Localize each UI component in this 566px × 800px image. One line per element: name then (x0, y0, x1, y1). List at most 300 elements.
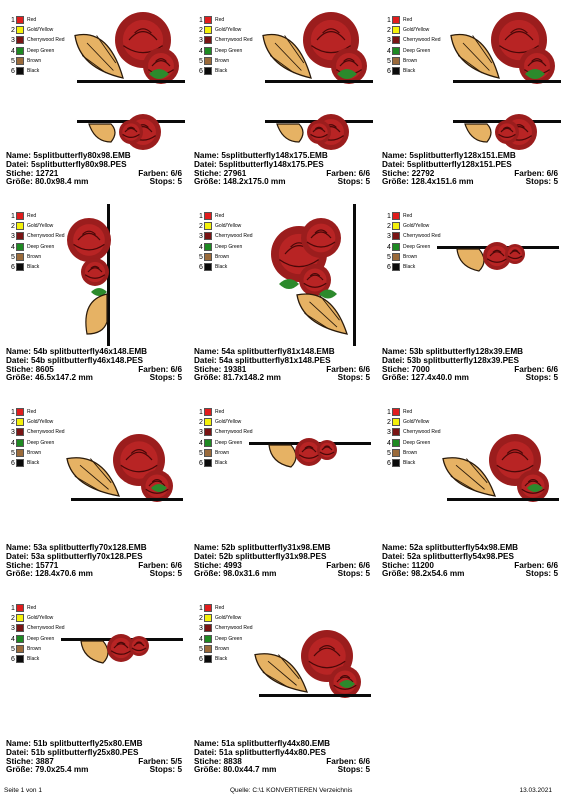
butterfly-wing (255, 654, 307, 692)
color-swatch (16, 459, 24, 467)
legend-color-name: Red (215, 17, 225, 23)
design-card (5, 204, 187, 394)
name-label: Name: (194, 739, 220, 748)
split-bar (77, 80, 185, 83)
design-name: 51b splitbutterfly25x80.EMB (33, 739, 143, 748)
datei-label: Datei: (6, 355, 29, 365)
legend-number: 3 (11, 233, 15, 241)
legend-color-name: Cherrywood Red (403, 429, 441, 436)
design-name: 54a splitbutterfly81x148.EMB (221, 347, 335, 356)
design-card (381, 400, 563, 590)
color-swatch (204, 604, 212, 612)
rose (495, 120, 519, 144)
color-swatch (392, 212, 400, 220)
color-swatch (392, 459, 400, 467)
color-swatch (204, 449, 212, 457)
rose (301, 218, 341, 258)
design-info (194, 152, 370, 187)
legend-color-name: Brown (215, 253, 230, 260)
design-name: 54b splitbutterfly46x148.EMB (33, 347, 148, 356)
groesse-label: Größe: (194, 765, 221, 775)
legend-color-name: Deep Green (215, 243, 243, 250)
stiche-label: Stiche: (382, 560, 410, 570)
file-name: 51b splitbutterfly25x80.PES (31, 747, 139, 757)
color-count: 6/6 (170, 364, 182, 374)
color-swatch (392, 222, 400, 230)
color-count: 6/6 (358, 364, 370, 374)
stop-count: 5 (365, 569, 370, 579)
legend-number: 6 (387, 459, 391, 467)
datei-label: Datei: (194, 747, 217, 757)
farben-label: Farben: (326, 560, 357, 570)
legend-number: 2 (199, 223, 203, 231)
butterfly-wing (81, 641, 108, 663)
legend-color-name: Cherrywood Red (215, 625, 253, 632)
legend-color-name: Red (27, 17, 37, 23)
legend-color-name: Gold/Yellow (27, 223, 54, 230)
legend-color-name: Red (27, 213, 37, 219)
color-count: 6/6 (358, 168, 370, 178)
design-size: 128.4x151.6 mm (411, 177, 474, 187)
color-swatch (204, 36, 212, 44)
legend-number: 6 (199, 263, 203, 271)
name-label: Name: (194, 151, 220, 160)
legend-color-name: Cherrywood Red (215, 233, 253, 240)
stitch-count: 7000 (411, 364, 430, 374)
split-bar (447, 498, 559, 501)
legend-number: 1 (199, 605, 203, 612)
legend-number: 5 (387, 449, 391, 457)
legend-number: 5 (387, 57, 391, 65)
legend-color-name: Deep Green (27, 635, 55, 642)
color-swatch (204, 232, 212, 240)
stitch-count: 22792 (411, 168, 435, 178)
color-swatch (16, 16, 24, 24)
butterfly-wing (443, 458, 495, 496)
color-swatch (16, 212, 24, 220)
design-card (381, 204, 563, 394)
stops-label: Stops: (337, 177, 364, 187)
farben-label: Farben: (326, 168, 357, 178)
design-info (6, 152, 182, 187)
legend-color-name: Deep Green (27, 47, 55, 54)
color-swatch (392, 408, 400, 416)
legend-color-name: Brown (27, 57, 42, 64)
color-swatch (204, 212, 212, 220)
design-info (6, 544, 182, 579)
legend-number: 3 (199, 429, 203, 437)
color-count: 6/6 (170, 560, 182, 570)
name-label: Name: (382, 543, 408, 552)
legend-number: 3 (199, 625, 203, 633)
legend-number: 1 (199, 409, 203, 416)
info-groesse (382, 374, 558, 383)
legend-number: 6 (199, 459, 203, 467)
stiche-label: Stiche: (382, 364, 410, 374)
stiche-label: Stiche: (6, 364, 34, 374)
rose (81, 258, 109, 286)
legend-number: 5 (11, 253, 15, 261)
stitch-count: 15771 (35, 560, 59, 570)
split-bar (453, 80, 561, 83)
legend-number: 2 (199, 615, 203, 623)
color-swatch (392, 57, 400, 65)
rose (119, 120, 143, 144)
color-swatch (392, 67, 400, 75)
legend-number: 6 (11, 263, 15, 271)
design-card (381, 8, 563, 198)
stop-count: 5 (177, 177, 182, 187)
name-label: Name: (6, 739, 32, 748)
legend-number: 4 (199, 47, 203, 55)
legend-color-name: Deep Green (27, 439, 55, 446)
farben-label: Farben: (514, 168, 545, 178)
color-count: 6/6 (358, 756, 370, 766)
legend-number: 1 (387, 409, 391, 416)
legend-number: 1 (11, 213, 15, 220)
groesse-label: Größe: (6, 177, 33, 187)
color-swatch (16, 439, 24, 447)
file-name: 53a splitbutterfly70x128.PES (31, 551, 143, 561)
color-swatch (16, 232, 24, 240)
embroidery-preview (249, 400, 373, 542)
design-size: 98.0x31.6 mm (223, 569, 277, 579)
legend-number: 2 (387, 27, 391, 35)
name-label: Name: (6, 543, 32, 552)
name-label: Name: (194, 347, 220, 356)
legend-color-name: Black (215, 67, 228, 74)
legend-number: 5 (199, 253, 203, 261)
split-bar (265, 80, 373, 83)
color-count: 6/6 (546, 168, 558, 178)
butterfly-wing (457, 249, 484, 271)
color-count: 6/6 (358, 560, 370, 570)
color-swatch (16, 67, 24, 75)
legend-color-name: Cherrywood Red (403, 233, 441, 240)
stops-label: Stops: (149, 177, 176, 187)
butterfly-wing (297, 294, 347, 334)
stops-label: Stops: (149, 765, 176, 775)
design-size: 80.0x98.4 mm (35, 177, 89, 187)
stop-count: 5 (553, 373, 558, 383)
legend-number: 4 (199, 243, 203, 251)
file-name: 54a splitbutterfly81x148.PES (219, 355, 331, 365)
info-groesse (6, 374, 182, 383)
stitch-count: 8838 (223, 756, 242, 766)
file-name: 52b splitbutterfly31x98.PES (219, 551, 327, 561)
design-name: 53a splitbutterfly70x128.EMB (33, 543, 147, 552)
color-swatch (16, 428, 24, 436)
color-swatch (204, 16, 212, 24)
legend-number: 4 (387, 439, 391, 447)
legend-number: 6 (11, 655, 15, 663)
legend-number: 6 (11, 459, 15, 467)
datei-label: Datei: (194, 355, 217, 365)
stops-label: Stops: (525, 569, 552, 579)
color-swatch (204, 439, 212, 447)
farben-label: Farben: (326, 756, 357, 766)
rose (129, 636, 149, 656)
datei-label: Datei: (382, 551, 405, 561)
color-swatch (16, 624, 24, 632)
legend-color-name: Red (215, 605, 225, 611)
legend-color-name: Deep Green (215, 47, 243, 54)
legend-color-name: Gold/Yellow (215, 27, 242, 34)
legend-color-name: Red (403, 409, 413, 415)
footer-page: Seite 1 von 1 (4, 787, 42, 794)
legend-color-name: Black (27, 263, 40, 270)
legend-color-name: Cherrywood Red (215, 37, 253, 44)
farben-label: Farben: (326, 364, 357, 374)
color-count: 6/6 (170, 168, 182, 178)
legend-color-name: Black (215, 263, 228, 270)
groesse-label: Größe: (382, 177, 409, 187)
rose (307, 120, 331, 144)
legend-color-name: Brown (403, 57, 418, 64)
info-groesse (194, 178, 370, 187)
legend-number: 1 (199, 17, 203, 24)
stitch-count: 3887 (35, 756, 54, 766)
legend-number: 1 (11, 605, 15, 612)
legend-color-name: Deep Green (215, 635, 243, 642)
legend-color-name: Red (27, 409, 37, 415)
legend-color-name: Deep Green (403, 243, 431, 250)
footer-source: Quelle: C:\1 KONVERTIEREN Verzeichnis (230, 787, 353, 794)
stops-label: Stops: (149, 569, 176, 579)
design-card (193, 204, 375, 394)
embroidery-preview (249, 596, 373, 738)
color-swatch (16, 263, 24, 271)
color-swatch (204, 645, 212, 653)
legend-color-name: Cherrywood Red (27, 429, 65, 436)
legend-color-name: Gold/Yellow (403, 419, 430, 426)
color-swatch (204, 428, 212, 436)
stitch-count: 19381 (223, 364, 247, 374)
design-name: 5splitbutterfly80x98.EMB (33, 151, 131, 160)
legend-number: 5 (11, 57, 15, 65)
farben-label: Farben: (138, 560, 169, 570)
legend-color-name: Brown (27, 645, 42, 652)
color-swatch (16, 47, 24, 55)
design-size: 81.7x148.2 mm (223, 373, 281, 383)
color-swatch (204, 243, 212, 251)
legend-color-name: Brown (27, 253, 42, 260)
file-name: 5splitbutterfly148x175.PES (219, 159, 324, 169)
color-swatch (392, 418, 400, 426)
legend-number: 3 (387, 233, 391, 241)
design-info (194, 544, 370, 579)
color-swatch (204, 263, 212, 271)
file-name: 51a splitbutterfly44x80.PES (219, 747, 326, 757)
color-swatch (16, 645, 24, 653)
stop-count: 5 (177, 765, 182, 775)
name-label: Name: (6, 347, 32, 356)
legend-number: 2 (387, 223, 391, 231)
legend-color-name: Black (403, 263, 416, 270)
legend-color-name: Cherrywood Red (27, 233, 65, 240)
design-info (382, 348, 558, 383)
color-swatch (16, 57, 24, 65)
stiche-label: Stiche: (6, 756, 34, 766)
rose (317, 440, 337, 460)
color-swatch (392, 253, 400, 261)
legend-number: 6 (199, 67, 203, 75)
design-info (382, 544, 558, 579)
design-card (5, 596, 187, 786)
stops-label: Stops: (337, 765, 364, 775)
stop-count: 5 (553, 177, 558, 187)
butterfly-wing (269, 445, 296, 467)
datei-label: Datei: (382, 159, 405, 169)
color-swatch (16, 243, 24, 251)
legend-color-name: Black (215, 655, 228, 662)
color-swatch (392, 428, 400, 436)
legend-color-name: Black (27, 459, 40, 466)
butterfly-wing-bottom (277, 124, 303, 142)
design-name: 51a splitbutterfly44x80.EMB (221, 739, 331, 748)
legend-color-name: Black (403, 459, 416, 466)
legend-color-name: Brown (215, 57, 230, 64)
legend-color-name: Brown (215, 449, 230, 456)
legend-number: 4 (11, 47, 15, 55)
legend-number: 5 (199, 449, 203, 457)
stop-count: 5 (365, 765, 370, 775)
legend-number: 1 (11, 17, 15, 24)
legend-number: 4 (387, 47, 391, 55)
farben-label: Farben: (138, 168, 169, 178)
color-swatch (392, 47, 400, 55)
color-swatch (16, 614, 24, 622)
info-groesse (6, 570, 182, 579)
legend-color-name: Gold/Yellow (215, 419, 242, 426)
legend-number: 2 (11, 223, 15, 231)
legend-number: 5 (11, 449, 15, 457)
name-label: Name: (194, 543, 220, 552)
stop-count: 5 (553, 569, 558, 579)
legend-number: 4 (11, 243, 15, 251)
legend-color-name: Deep Green (215, 439, 243, 446)
design-size: 79.0x25.4 mm (35, 765, 89, 775)
color-swatch (16, 222, 24, 230)
legend-color-name: Gold/Yellow (27, 419, 54, 426)
split-bar (71, 498, 183, 501)
legend-color-name: Cherrywood Red (215, 429, 253, 436)
stitch-count: 27961 (223, 168, 247, 178)
legend-color-name: Deep Green (403, 439, 431, 446)
legend-number: 2 (199, 27, 203, 35)
legend-number: 5 (199, 57, 203, 65)
design-size: 127.4x40.0 mm (411, 373, 469, 383)
legend-number: 3 (11, 429, 15, 437)
legend-color-name: Red (215, 213, 225, 219)
stop-count: 5 (365, 373, 370, 383)
groesse-label: Größe: (382, 373, 409, 383)
stitch-count: 4993 (223, 560, 242, 570)
color-count: 5/5 (170, 756, 182, 766)
color-swatch (392, 26, 400, 34)
info-groesse (6, 766, 182, 775)
design-card (193, 596, 375, 786)
legend-number: 3 (199, 233, 203, 241)
design-card (193, 400, 375, 590)
legend-color-name: Gold/Yellow (215, 615, 242, 622)
legend-number: 5 (387, 253, 391, 261)
legend-color-name: Gold/Yellow (27, 27, 54, 34)
legend-number: 2 (11, 27, 15, 35)
footer-date: 13.03.2021 (519, 787, 552, 794)
color-swatch (204, 635, 212, 643)
legend-color-name: Gold/Yellow (27, 615, 54, 622)
farben-label: Farben: (514, 560, 545, 570)
info-groesse (194, 570, 370, 579)
legend-number: 3 (199, 37, 203, 45)
datei-label: Datei: (194, 551, 217, 561)
info-groesse (194, 766, 370, 775)
embroidery-preview (437, 204, 561, 346)
embroidery-preview (61, 400, 185, 542)
stops-label: Stops: (525, 177, 552, 187)
stitch-count: 12721 (35, 168, 59, 178)
color-swatch (204, 624, 212, 632)
legend-number: 4 (199, 635, 203, 643)
design-info (6, 348, 182, 383)
color-count: 6/6 (546, 364, 558, 374)
groesse-label: Größe: (194, 569, 221, 579)
design-card (193, 8, 375, 198)
legend-color-name: Gold/Yellow (403, 27, 430, 34)
color-swatch (204, 253, 212, 261)
legend-number: 6 (199, 655, 203, 663)
legend-color-name: Red (403, 213, 413, 219)
design-info (6, 740, 182, 775)
legend-color-name: Black (403, 67, 416, 74)
name-label: Name: (382, 151, 408, 160)
legend-color-name: Cherrywood Red (27, 625, 65, 632)
design-name: 52b splitbutterfly31x98.EMB (221, 543, 331, 552)
legend-number: 1 (199, 213, 203, 220)
farben-label: Farben: (514, 364, 545, 374)
info-groesse (382, 178, 558, 187)
datei-label: Datei: (194, 159, 217, 169)
stitch-count: 11200 (411, 560, 434, 570)
farben-label: Farben: (138, 756, 169, 766)
legend-number: 5 (199, 645, 203, 653)
file-name: 5splitbutterfly128x151.PES (407, 159, 512, 169)
legend-color-name: Brown (215, 645, 230, 652)
legend-number: 4 (11, 439, 15, 447)
color-swatch (16, 604, 24, 612)
color-swatch (392, 232, 400, 240)
split-bar (353, 204, 356, 346)
legend-color-name: Black (27, 67, 40, 74)
legend-color-name: Brown (403, 253, 418, 260)
legend-number: 6 (11, 67, 15, 75)
design-info (194, 740, 370, 775)
color-swatch (392, 243, 400, 251)
color-swatch (16, 36, 24, 44)
design-size: 128.4x70.6 mm (35, 569, 93, 579)
embroidery-preview (61, 596, 185, 738)
legend-color-name: Cherrywood Red (27, 37, 65, 44)
color-swatch (204, 47, 212, 55)
stop-count: 5 (177, 373, 182, 383)
color-swatch (204, 67, 212, 75)
design-info (382, 152, 558, 187)
legend-color-name: Black (27, 655, 40, 662)
butterfly-wing-bottom (89, 124, 115, 142)
embroidery-preview (61, 204, 185, 346)
legend-number: 5 (11, 645, 15, 653)
